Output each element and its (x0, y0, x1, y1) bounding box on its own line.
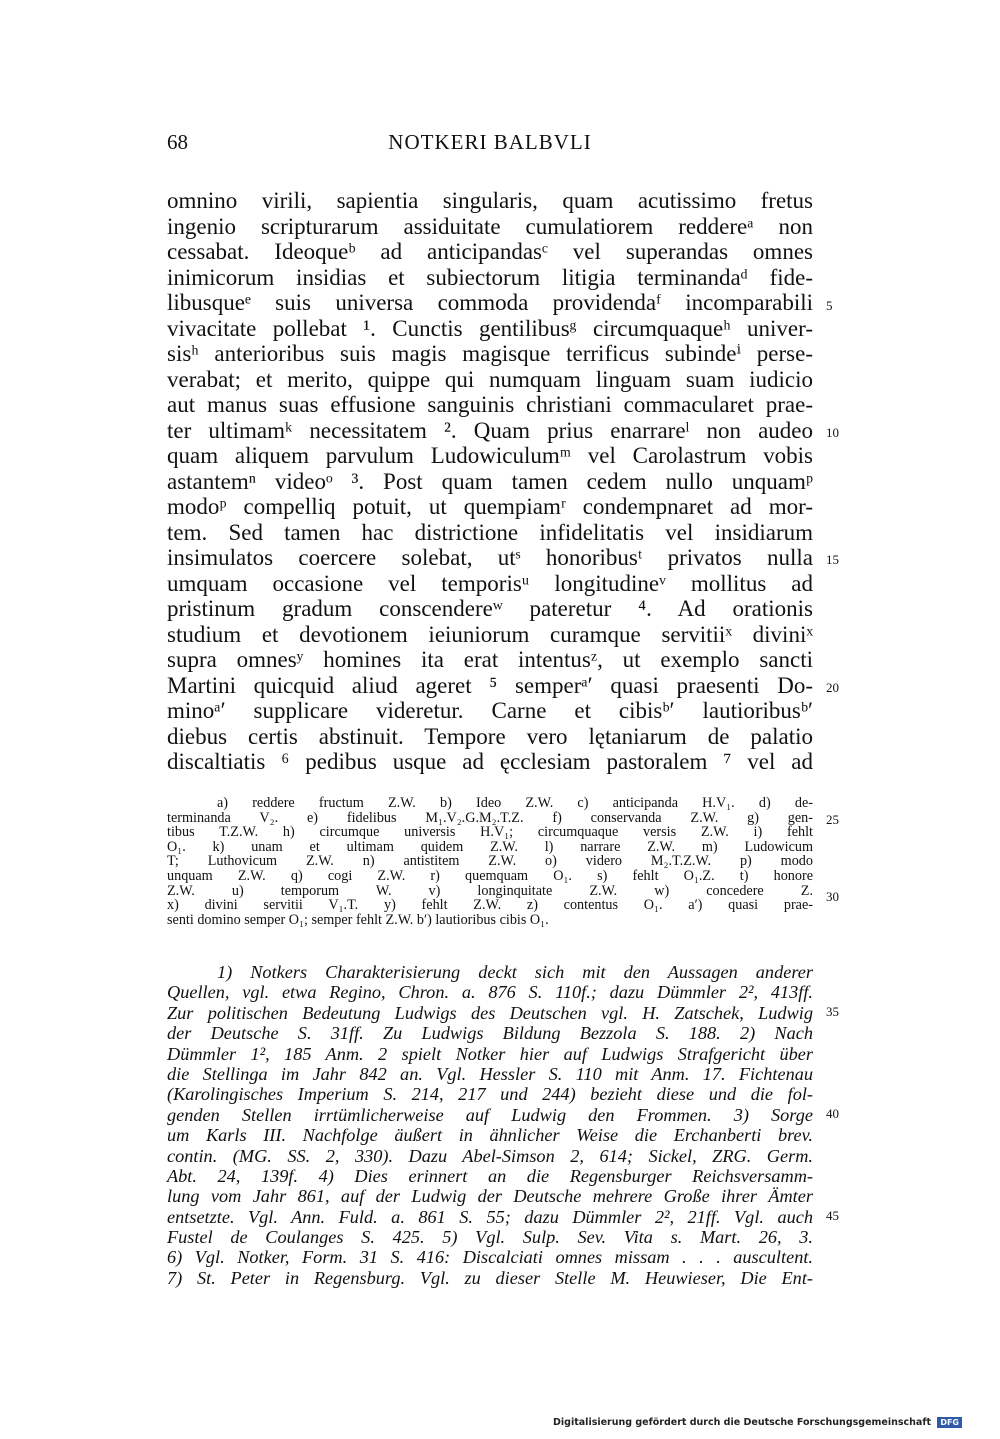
commentary-line: Quellen, vgl. etwa Regino, Chron. a. 876 S. 110f.; dazu Dümmler 2², 413ff. (167, 982, 813, 1003)
credit-text: Digitalisierung gefördert durch die Deutsche Forschungsgemeinschaft (553, 1417, 932, 1428)
margin-line-number: 10 (826, 425, 839, 440)
text-line: vivacitate pollebat ¹. Cunctis gentilibusᵍ circumquaqueʰ univer- (167, 315, 813, 341)
commentary-line: 7) St. Peter in Regensburg. Vgl. zu dieser Stelle M. Heuwieser, Die Ent- (167, 1267, 813, 1288)
text-line: cessabat. Ideoqueᵇ ad anticipandasᶜ vel superandas omnes (167, 239, 813, 264)
commentary-line: lung vom Jahr 861, auf der Ludwig der Deutsche mehrere Große ihrer Ämter (167, 1186, 813, 1207)
line-number-margin (826, 0, 856, 1439)
main-text (167, 188, 813, 775)
text-line: libusqueᵉ suis universa commoda providendaᶠ incomparabili (167, 290, 813, 315)
text-line: ingenio scripturarum assiduitate cumulatiorem reddereᵃ non (167, 213, 813, 239)
commentary-line: entsetzte. Vgl. Ann. Fuld. a. 861 S. 55; dazu Dümmler 2², 21ff. Vgl. auch (167, 1206, 813, 1227)
apparatus-line: terminanda V₂. e) fidelibus M₁.V₂.G.M₂.T.Z. f) conservanda Z.W. g) gen- (167, 809, 813, 826)
commentary-line: Abt. 24, 139f. 4) Dies erinnert an die Regensburger Reichsversamm- (167, 1165, 813, 1186)
critical-apparatus (167, 796, 813, 927)
apparatus-line: senti domino semper O₁; semper fehlt Z.W. b′) lautioribus cibis O₁. (167, 911, 549, 928)
margin-line-number: 5 (826, 298, 833, 313)
margin-line-number: 15 (826, 552, 839, 567)
text-line: aut manus suas effusione sanguinis christiani commacularet prae- (167, 392, 813, 417)
text-line: sisʰ anterioribus suis magis magisque terrificus subindeⁱ perse- (167, 341, 813, 366)
commentary-line: Dümmler 1², 185 Anm. 2 spielt Notker hier auf Ludwigs Strafgericht über (167, 1043, 813, 1064)
commentary-line: 1) Notkers Charakterisierung deckt sich mit den Aussagen anderer (217, 962, 813, 982)
apparatus-line: Z.W. u) temporum W. v) longinquitate Z.W. w) concedere Z. (167, 882, 813, 899)
running-title: NOTKERI BALBVLI (388, 130, 592, 154)
margin-line-number: 40 (826, 1106, 839, 1121)
text-line: Martini quicquid aliud ageret ⁵ semperᵃ′ quasi praesenti Do- (167, 672, 813, 698)
commentary-line: Zur politischen Bedeutung Ludwigs des Deutschen vgl. H. Zatschek, Ludwig (167, 1002, 813, 1023)
text-line: supra omnesʸ homines ita erat intentusᶻ, ut exemplo sancti (167, 647, 813, 672)
commentary-line: 6) Vgl. Notker, Form. 31 S. 416: Discalciati omnes missam . . . auscultent. (167, 1247, 813, 1268)
commentary-line: um Karls III. Nachfolge äußert in ähnlicher Weise die Erchanberti brev. (167, 1125, 813, 1146)
apparatus-line: O₁. k) unam et ultimam quidem Z.W. l) narrare Z.W. m) Ludowicum (167, 838, 813, 855)
apparatus-line: tibus T.Z.W. h) circumque universis H.V₁; circumquaque versis Z.W. i) fehlt (167, 824, 813, 841)
text-line: ter ultimamᵏ necessitatem ². Quam prius enarrareˡ non audeo (167, 417, 813, 443)
apparatus-line: x) divini servitii V₁.T. y) fehlt Z.W. z) contentus O₁. a′) quasi prae- (167, 897, 813, 914)
margin-line-number: 45 (826, 1208, 839, 1223)
text-line: verabat; et merito, quippe qui numquam linguam suam iudicio (167, 366, 813, 392)
commentary-line: der Deutsche S. 31ff. Zu Ludwigs Bildung Bezzola S. 188. 2) Nach (167, 1023, 813, 1044)
text-line: astantemⁿ videoᵒ ³. Post quam tamen cedem nullo unquamᵖ (167, 468, 813, 494)
text-line: pristinum gradum conscendereʷ pateretur ⁴. Ad orationis (167, 596, 813, 621)
text-line: tem. Sed tamen hac districtione infidelitatis vel insidiarum (167, 519, 813, 545)
digitization-credit (553, 1417, 962, 1428)
text-line: minoᵃ′ supplicare videretur. Carne et cibisᵇ′ lautioribusᵇ′ (167, 698, 813, 723)
margin-line-number: 25 (826, 812, 839, 827)
commentary-notes (167, 962, 813, 1288)
text-line: umquam occasione vel temporisᵘ longitudineᵛ mollitus ad (167, 570, 813, 596)
apparatus-line: unquam Z.W. q) cogi Z.W. r) quemquam O₁. s) fehlt O₁.Z. t) honore (167, 867, 813, 884)
commentary-line: genden Stellen irrtümlicherweise auf Ludwig den Frommen. 3) Sorge (167, 1104, 813, 1125)
page-number: 68 (167, 130, 188, 154)
text-line: inimicorum insidias et subiectorum litigia terminandaᵈ fide- (167, 264, 813, 290)
margin-line-number: 20 (826, 680, 839, 695)
margin-line-number: 35 (826, 1004, 839, 1019)
apparatus-line: T; Luthovicum Z.W. n) antistitem Z.W. o) videro M₂.T.Z.W. p) modo (167, 853, 813, 870)
page-header (167, 130, 813, 160)
text-line: diebus certis abstinuit. Tempore vero lętaniarum de palatio (167, 723, 813, 749)
commentary-line: (Karolingisches Imperium S. 214, 217 und 244) bezieht diese und die fol- (167, 1084, 813, 1105)
commentary-line: contin. (MG. SS. 2, 330). Dazu Abel-Simson 2, 614; Sickel, ZRG. Germ. (167, 1145, 813, 1166)
margin-line-number: 30 (826, 889, 839, 904)
commentary-line: Fustel de Coulanges S. 425. 5) Vgl. Sulp. Sev. Vita s. Mart. 26, 3. (167, 1227, 813, 1248)
text-line: discaltiatis ⁶ pedibus usque ad ęcclesiam pastoralem ⁷ vel ad (167, 749, 813, 774)
text-line: studium et devotionem ieiuniorum curamque servitiiˣ diviniˣ (167, 621, 813, 647)
commentary-line: die Stellinga im Jahr 842 an. Vgl. Hessler S. 110 mit Anm. 17. Fichtenau (167, 1063, 813, 1084)
dfg-logo: DFG (937, 1417, 962, 1428)
text-line: modoᵖ compelliq potuit, ut quempiamʳ condempnaret ad mor- (167, 494, 813, 519)
apparatus-line: a) reddere fructum Z.W. b) Ideo Z.W. c) anticipanda H.V₁. d) de- (217, 795, 813, 811)
text-line: quam aliquem parvulum Ludowiculumᵐ vel Carolastrum vobis (167, 443, 813, 468)
text-line: insimulatos coercere solebat, utˢ honoribusᵗ privatos nulla (167, 545, 813, 570)
text-line: omnino virili, sapientia singularis, quam acutissimo fretus (167, 188, 813, 213)
